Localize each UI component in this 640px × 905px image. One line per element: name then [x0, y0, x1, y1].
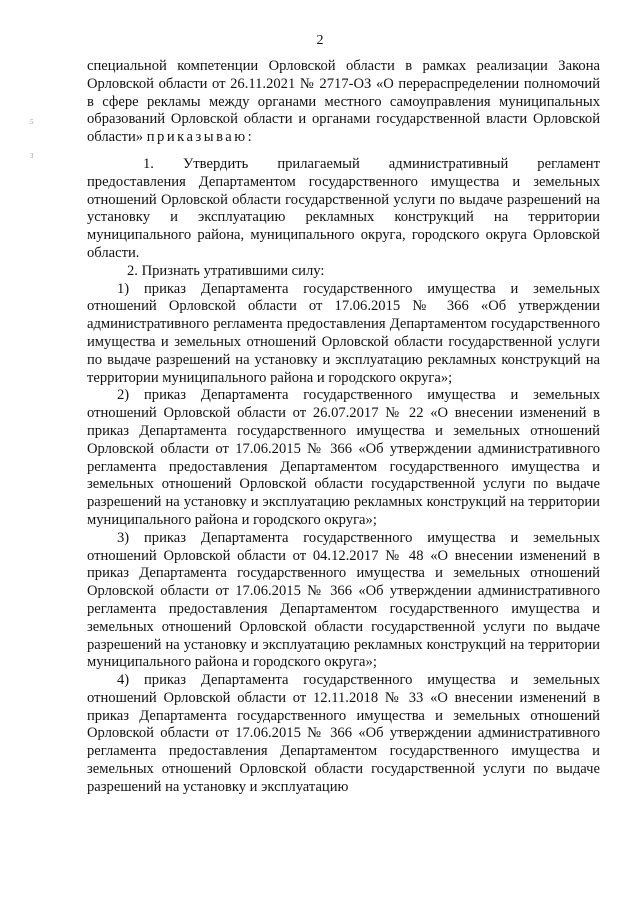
order-word: приказываю:: [146, 129, 255, 146]
item-repeal-order-4: 4) приказ Департамента государственного имущества и земельных отношений Орловской области от 12.11.2018 № 33 «О внесении изменений в приказ Департамента государственного имущества и земельных отношений Орловской области от 17.06.2015 № 366 «Об утверждении административного регламента предоставления Департаментом государственного имущества и земельных отношений Орловской области государственной услуги по выдаче разрешений на установку и эксплуатацию: [87, 672, 600, 795]
item-approve-regulation: 1. Утвердить прилагаемый административный регламент предоставления Департаментом государственного имущества и земельных отношений Орловской области государственной услуги по выдаче разрешений на установку и эксплуатацию рекламных конструкций на территории муниципального района, муниципального округа, городского округа Орловской области.: [87, 155, 600, 261]
item-repeal-order-3: 3) приказ Департамента государственного имущества и земельных отношений Орловской области от 04.12.2017 № 48 «О внесении изменений в приказ Департамента государственного имущества и земельных отношений Орловской области от 17.06.2015 № 366 «Об утверждении административного регламента предоставления Департаментом государственного имущества и земельных отношений Орловской области государственной услуги по выдаче разрешений на установку и эксплуатацию рекламных конструкций на территории муниципального района и городского округа»;: [87, 529, 600, 671]
page-number: 2: [316, 33, 324, 48]
intro-paragraph: [87, 58, 600, 147]
paragraph-gap: [87, 147, 600, 156]
margin-mark: 3: [30, 152, 34, 160]
margin-mark: 5: [30, 118, 34, 126]
item-repeal-header: 2. Признать утратившими силу:: [127, 262, 325, 279]
item-repeal-order-1: 1) приказ Департамента государственного имущества и земельных отношений Орловской области от 17.06.2015 № 366 «Об утверждении административного регламента предоставления Департаментом государственного имущества и земельных отношений Орловской области государственной услуги по выдаче разрешений на установку и эксплуатацию рекламных конструкций на территории муниципального района и городского округа»;: [87, 280, 600, 386]
document-body: [87, 58, 600, 797]
item-repeal-order-2: 2) приказ Департамента государственного имущества и земельных отношений Орловской области от 26.07.2017 № 22 «О внесении изменений в приказ Департамента государственного имущества и земельных отношений Орловской области от 17.06.2015 № 366 «Об утверждении административного регламента предоставления Департаментом государственного имущества и земельных отношений Орловской области государственной услуги по выдаче разрешений на установку и эксплуатацию рекламных конструкций на территории муниципального района и городского округа»;: [87, 387, 600, 528]
intro-text: специальной компетенции Орловской области в рамках реализации Закона Орловской области от 26.11.2021 № 2717-ОЗ «О перераспределении полномочий в сфере рекламы между органами местного самоуправления муниципальных образований Орловской области и органами государственной власти Орловской области»: [87, 58, 600, 146]
